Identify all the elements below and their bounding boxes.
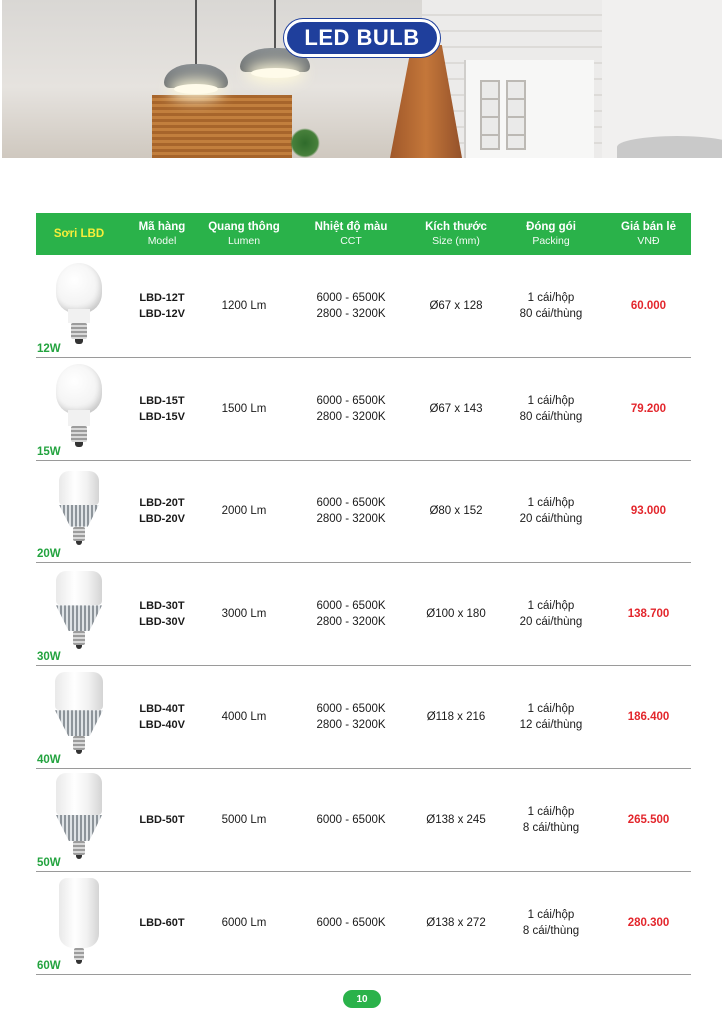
size-cell: Ø118 x 216	[426, 711, 486, 724]
packing-cell: 1 cái/hộp 8 cái/thùng	[522, 805, 580, 834]
bulb-t-shape-icon	[59, 878, 99, 968]
table-row	[36, 461, 691, 564]
cct-cell: 6000 - 6500K 2800 - 3200K	[316, 600, 386, 629]
cct-cell: 6000 - 6500K 2800 - 3200K	[316, 497, 386, 526]
table-row	[36, 666, 691, 769]
cabinet-pane	[480, 80, 500, 150]
product-table	[36, 213, 691, 975]
lumen-cell: 3000 Lm	[221, 608, 267, 621]
price-cell: 186.400	[627, 711, 670, 724]
model-cell: LBD-20T LBD-20V	[139, 497, 185, 526]
wattage-label: 12W	[37, 342, 61, 355]
table-row	[36, 358, 691, 461]
lumen-cell: 2000 Lm	[221, 505, 267, 518]
lumen-cell: 5000 Lm	[221, 813, 267, 826]
size-cell: Ø138 x 272	[426, 916, 486, 929]
bulb-t-shape-icon	[55, 672, 103, 760]
bulb-t-shape-icon	[56, 571, 102, 655]
bamboo-blinds	[152, 95, 292, 158]
lumen-cell: 4000 Lm	[221, 711, 267, 724]
bulb-a-shape-icon	[56, 263, 102, 349]
header-cct: Nhiệt độ màu CCT	[314, 221, 388, 247]
packing-cell: 1 cái/hộp 8 cái/thùng	[522, 908, 580, 937]
header-model: Mã hàng Model	[138, 221, 186, 247]
model-cell: LBD-40T LBD-40V	[139, 703, 185, 732]
bulb-image-cell	[36, 563, 122, 665]
glass-cabinet	[464, 60, 594, 158]
page-title: LED BULB	[284, 19, 440, 57]
white-wall	[602, 0, 722, 158]
plant	[290, 128, 320, 158]
header-price: Giá bán lẻ VNĐ	[621, 221, 676, 247]
price-cell: 93.000	[630, 505, 667, 518]
bulb-image-cell	[36, 358, 122, 460]
pendant-lamp-icon	[164, 0, 228, 100]
table-row	[36, 563, 691, 666]
size-cell: Ø100 x 180	[426, 608, 486, 621]
wattage-label: 40W	[37, 753, 61, 766]
size-cell: Ø80 x 152	[429, 505, 483, 518]
wattage-label: 60W	[37, 959, 61, 972]
table-top	[617, 136, 722, 158]
packing-cell: 1 cái/hộp 20 cái/thùng	[519, 600, 583, 629]
cabinet-pane	[506, 80, 526, 150]
bulb-image-cell	[36, 769, 122, 871]
bulb-image-cell	[36, 461, 122, 563]
price-cell: 138.700	[627, 608, 670, 621]
bulb-image-cell	[36, 666, 122, 768]
price-cell: 280.300	[627, 916, 670, 929]
price-cell: 60.000	[630, 299, 667, 312]
cct-cell: 6000 - 6500K	[316, 813, 386, 826]
packing-cell: 1 cái/hộp 80 cái/thùng	[519, 291, 583, 320]
wattage-label: 30W	[37, 651, 61, 664]
page-number: 10	[343, 990, 381, 1008]
size-cell: Ø138 x 245	[426, 813, 486, 826]
size-cell: Ø67 x 143	[429, 402, 483, 415]
header-series: Sơri LBD	[53, 228, 105, 240]
bulb-t-shape-icon	[56, 773, 102, 863]
header-packing: Đóng gói Packing	[526, 221, 576, 247]
bulb-t-shape-icon	[59, 471, 99, 551]
cct-cell: 6000 - 6500K	[316, 916, 386, 929]
model-cell: LBD-30T LBD-30V	[139, 600, 185, 629]
header-lumen: Quang thông Lumen	[208, 221, 280, 247]
lumen-cell: 1500 Lm	[221, 402, 267, 415]
table-row	[36, 872, 691, 975]
cct-cell: 6000 - 6500K 2800 - 3200K	[316, 703, 386, 732]
model-cell: LBD-15T LBD-15V	[139, 394, 185, 423]
model-cell: LBD-60T	[139, 916, 185, 929]
model-cell: LBD-50T	[139, 813, 185, 826]
header-size: Kích thước Size (mm)	[425, 221, 487, 247]
bulb-image-cell	[36, 872, 122, 974]
packing-cell: 1 cái/hộp 20 cái/thùng	[519, 497, 583, 526]
price-cell: 265.500	[627, 813, 670, 826]
model-cell: LBD-12T LBD-12V	[139, 291, 185, 320]
cct-cell: 6000 - 6500K 2800 - 3200K	[316, 291, 386, 320]
lumen-cell: 6000 Lm	[221, 916, 267, 929]
bulb-a-shape-icon	[56, 364, 102, 452]
table-row	[36, 255, 691, 358]
size-cell: Ø67 x 128	[429, 299, 483, 312]
bulb-image-cell	[36, 255, 122, 357]
cct-cell: 6000 - 6500K 2800 - 3200K	[316, 394, 386, 423]
wattage-label: 20W	[37, 548, 61, 561]
price-cell: 79.200	[630, 402, 667, 415]
wattage-label: 50W	[37, 856, 61, 869]
packing-cell: 1 cái/hộp 80 cái/thùng	[519, 394, 583, 423]
lumen-cell: 1200 Lm	[221, 299, 267, 312]
table-header	[36, 213, 691, 255]
table-row	[36, 769, 691, 872]
packing-cell: 1 cái/hộp 12 cái/thùng	[519, 703, 583, 732]
wattage-label: 15W	[37, 445, 61, 458]
